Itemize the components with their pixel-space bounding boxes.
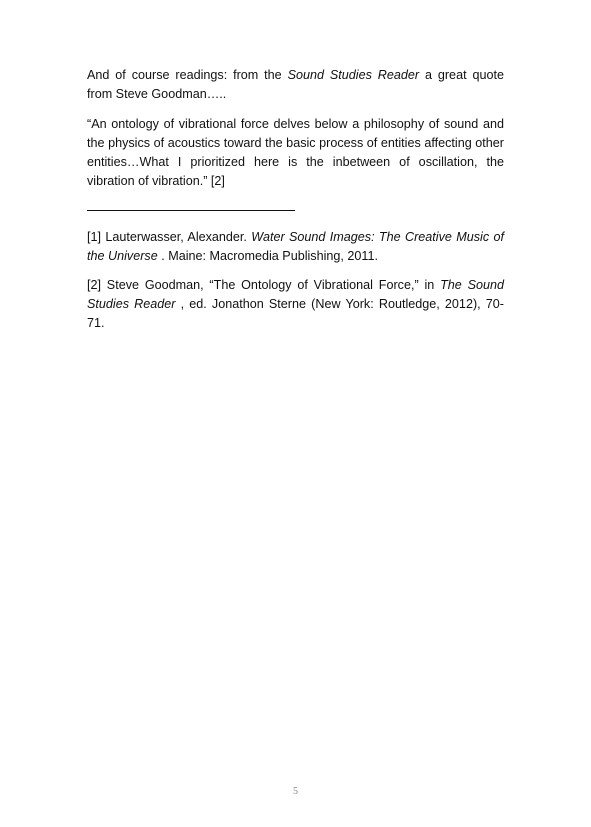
footnote-1-text-before: [1] Lauterwasser, Alexander.: [87, 230, 252, 244]
footnote-1-title: Water Sound Images: The Creative Music of the Universe: [87, 230, 504, 263]
intro-text-after: a great quote from Steve Goodman…..: [87, 68, 504, 101]
footnote-2: [87, 276, 504, 333]
footnote-1: [87, 228, 504, 266]
intro-paragraph: [87, 66, 504, 104]
footnote-2-title: The Sound Studies Reader: [87, 278, 504, 311]
footnote-1-text-after: . Maine: Macromedia Publishing, 2011.: [157, 249, 378, 263]
footnote-2-text-before: [2] Steve Goodman, “The Ontology of Vibrational Force,” in: [87, 278, 441, 292]
intro-text-before: And of course readings: from the: [87, 68, 288, 82]
footnote-separator: [87, 210, 295, 211]
intro-book-title: Sound Studies Reader: [287, 68, 420, 82]
quote-paragraph: “An ontology of vibrational force delves below a philosophy of sound and the physics of acoustics toward the basic process of entities affecting other entities…What I prioritized here is the inbetween of oscillation, the vibration of vibration.” [2]: [87, 117, 504, 188]
page-content: [87, 66, 504, 343]
footnote-2-text-after: , ed. Jonathon Sterne (New York: Routledge, 2012), 70-71.: [87, 297, 504, 330]
page-number: 5: [293, 786, 298, 797]
